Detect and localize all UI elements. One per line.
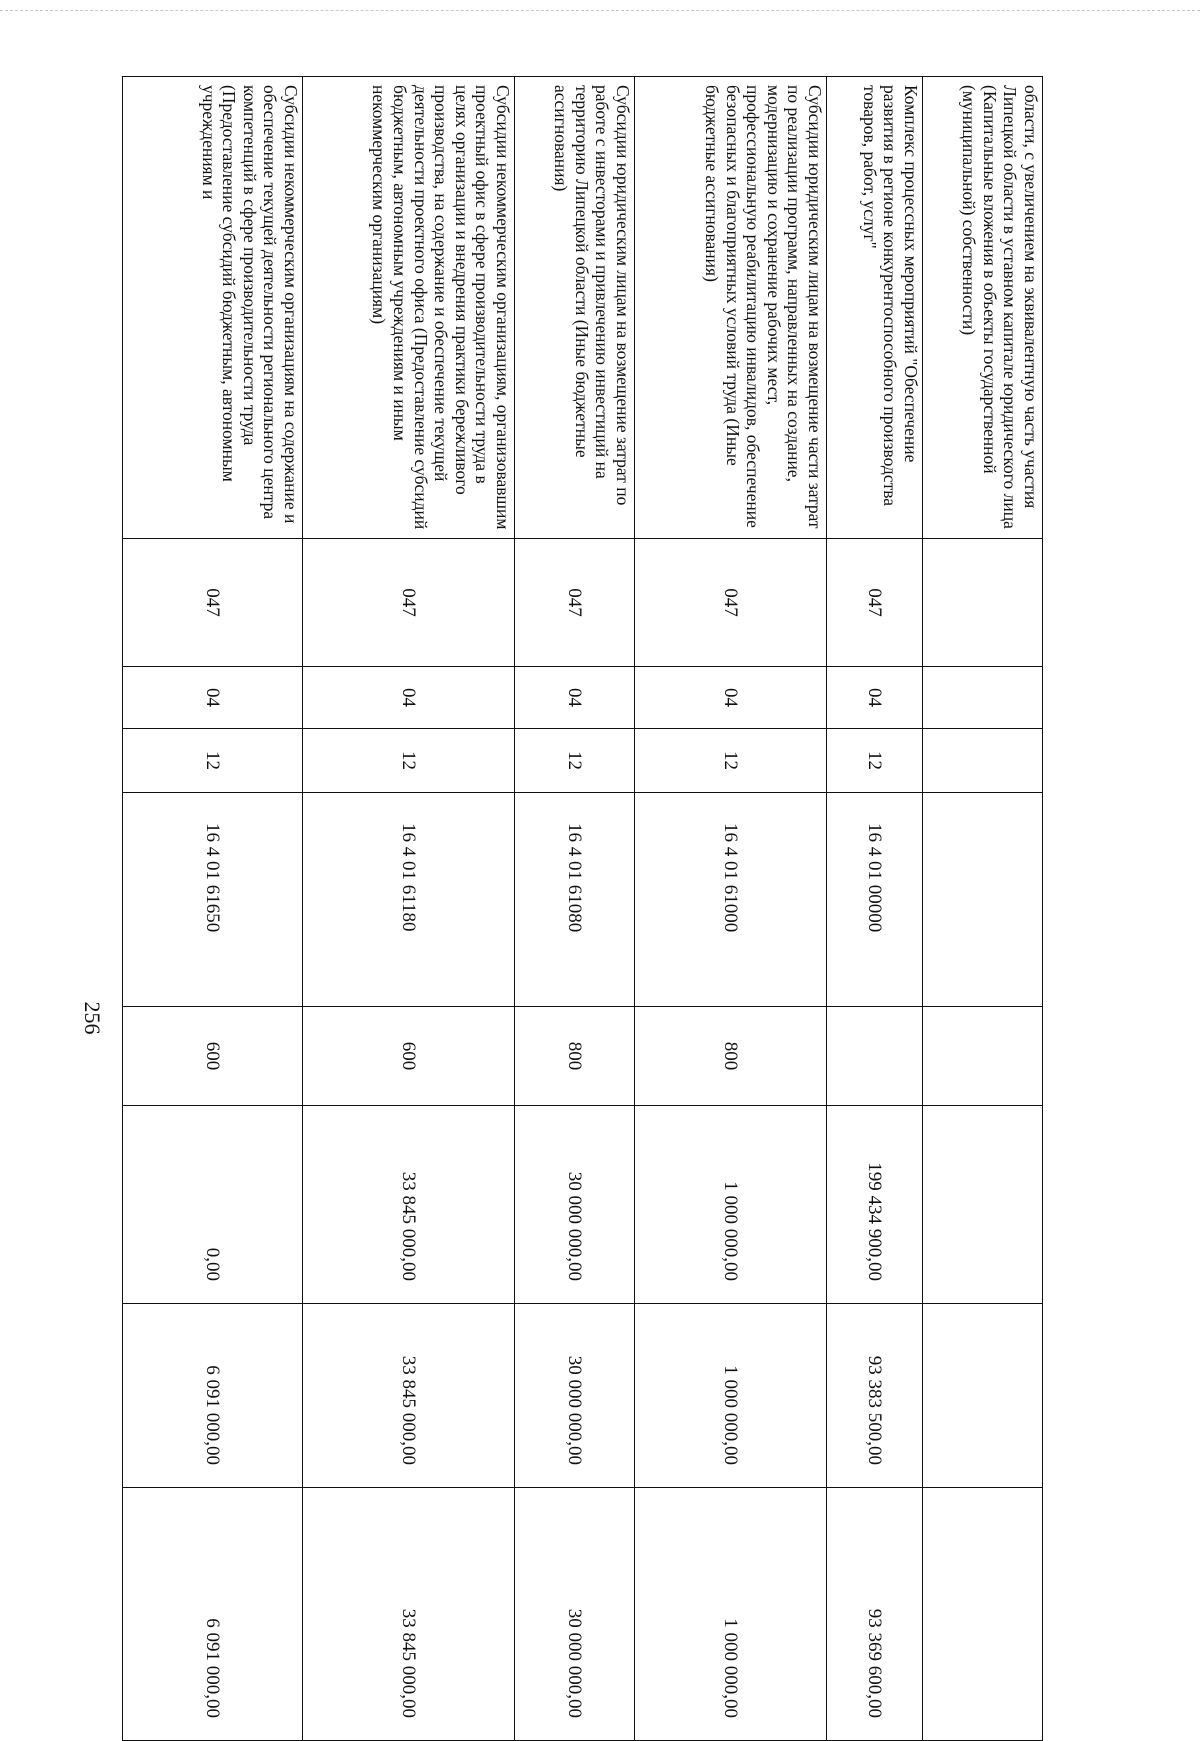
table-row: [515, 77, 635, 1741]
row-section: 04: [123, 667, 303, 729]
row-csr: 16 4 01 61650: [123, 793, 303, 1007]
row-amount-3: 30 000 000,00: [515, 1488, 635, 1741]
row-csr: 16 4 01 61180: [303, 793, 515, 1007]
scan-top-edge: [0, 10, 1200, 11]
row-section: 04: [515, 667, 635, 729]
row-csr: 16 4 01 61000: [635, 793, 827, 1007]
row-amount-3: [923, 1488, 1043, 1741]
row-amount-3: 33 845 000,00: [303, 1488, 515, 1741]
table-row: [123, 77, 303, 1741]
table-row: [303, 77, 515, 1741]
row-csr: 16 4 01 61080: [515, 793, 635, 1007]
row-amount-2: 30 000 000,00: [515, 1304, 635, 1488]
row-subsection: 12: [303, 729, 515, 793]
row-amount-1: 33 845 000,00: [303, 1106, 515, 1304]
row-vr: 600: [123, 1007, 303, 1106]
row-name: области, с увеличением на эквивалентную часть участия Липецкой области в уставном капитале юридического лица (Капитальные вложения в объекты государственной (муниципальной) собственности): [923, 77, 1043, 539]
row-vr: 600: [303, 1007, 515, 1106]
row-section: [923, 667, 1043, 729]
row-name: Субсидии юридическим лицам на возмещение затрат по работе с инвесторами и привлечению инвестиций на территорию Липецкой области (Иные бюджетные ассигнования): [515, 77, 635, 539]
row-ministry: 047: [123, 539, 303, 667]
row-amount-2: 93 383 500,00: [827, 1304, 923, 1488]
row-amount-3: 93 369 600,00: [827, 1488, 923, 1741]
row-subsection: 12: [827, 729, 923, 793]
row-name: Субсидии юридическим лицам на возмещение части затрат по реализации программ, направленных на создание, модернизацию и сохранение рабочих мест, профессиональную реабилитацию инвалидов, обеспечение безопасных и благоприятных условий труда (Иные бюджетные ассигнования): [635, 77, 827, 539]
budget-table: [122, 76, 1043, 1741]
row-amount-2: 1 000 000,00: [635, 1304, 827, 1488]
table-row: [827, 77, 923, 1741]
row-ministry: [923, 539, 1043, 667]
row-section: 04: [635, 667, 827, 729]
row-csr: 16 4 01 00000: [827, 793, 923, 1007]
row-vr: 800: [515, 1007, 635, 1106]
row-subsection: [923, 729, 1043, 793]
row-ministry: 047: [515, 539, 635, 667]
row-amount-1: 199 434 900,00: [827, 1106, 923, 1304]
row-amount-2: 6 091 000,00: [123, 1304, 303, 1488]
row-amount-3: 1 000 000,00: [635, 1488, 827, 1741]
row-name: Субсидии некоммерческим организациям, организовавшим проектный офис в сфере производительности труда в целях организации и внедрения практики бережливого производства, на содержание и обеспечение текущей деятельности проектного офиса (Предоставление субсидий бюджетным, автономным учреждениям и иным некоммерческим организациям): [303, 77, 515, 539]
row-amount-1: 30 000 000,00: [515, 1106, 635, 1304]
row-amount-1: 0,00: [123, 1106, 303, 1304]
row-subsection: 12: [635, 729, 827, 793]
row-amount-2: [923, 1304, 1043, 1488]
row-ministry: 047: [303, 539, 515, 667]
row-ministry: 047: [827, 539, 923, 667]
row-amount-3: 6 091 000,00: [123, 1488, 303, 1741]
row-section: 04: [303, 667, 515, 729]
row-name: Комплекс процессных мероприятий "Обеспечение развития в регионе конкурентоспособного производства товаров, работ, услуг": [827, 77, 923, 539]
row-ministry: 047: [635, 539, 827, 667]
row-amount-1: 1 000 000,00: [635, 1106, 827, 1304]
row-vr: [923, 1007, 1043, 1106]
row-subsection: 12: [515, 729, 635, 793]
row-vr: [827, 1007, 923, 1106]
row-amount-2: 33 845 000,00: [303, 1304, 515, 1488]
row-section: 04: [827, 667, 923, 729]
row-amount-1: [923, 1106, 1043, 1304]
row-csr: [923, 793, 1043, 1007]
row-vr: 800: [635, 1007, 827, 1106]
row-subsection: 12: [123, 729, 303, 793]
table-row: [923, 77, 1043, 1741]
table-row: [635, 77, 827, 1741]
page-number: 256: [80, 1001, 105, 1035]
row-name: Субсидии некоммерческим организациям на содержание и обеспечение текущей деятельности регионального центра компетенций в сфере производительности труда (Предоставление субсидий бюджетным, автономным учреждениям и: [123, 77, 303, 539]
